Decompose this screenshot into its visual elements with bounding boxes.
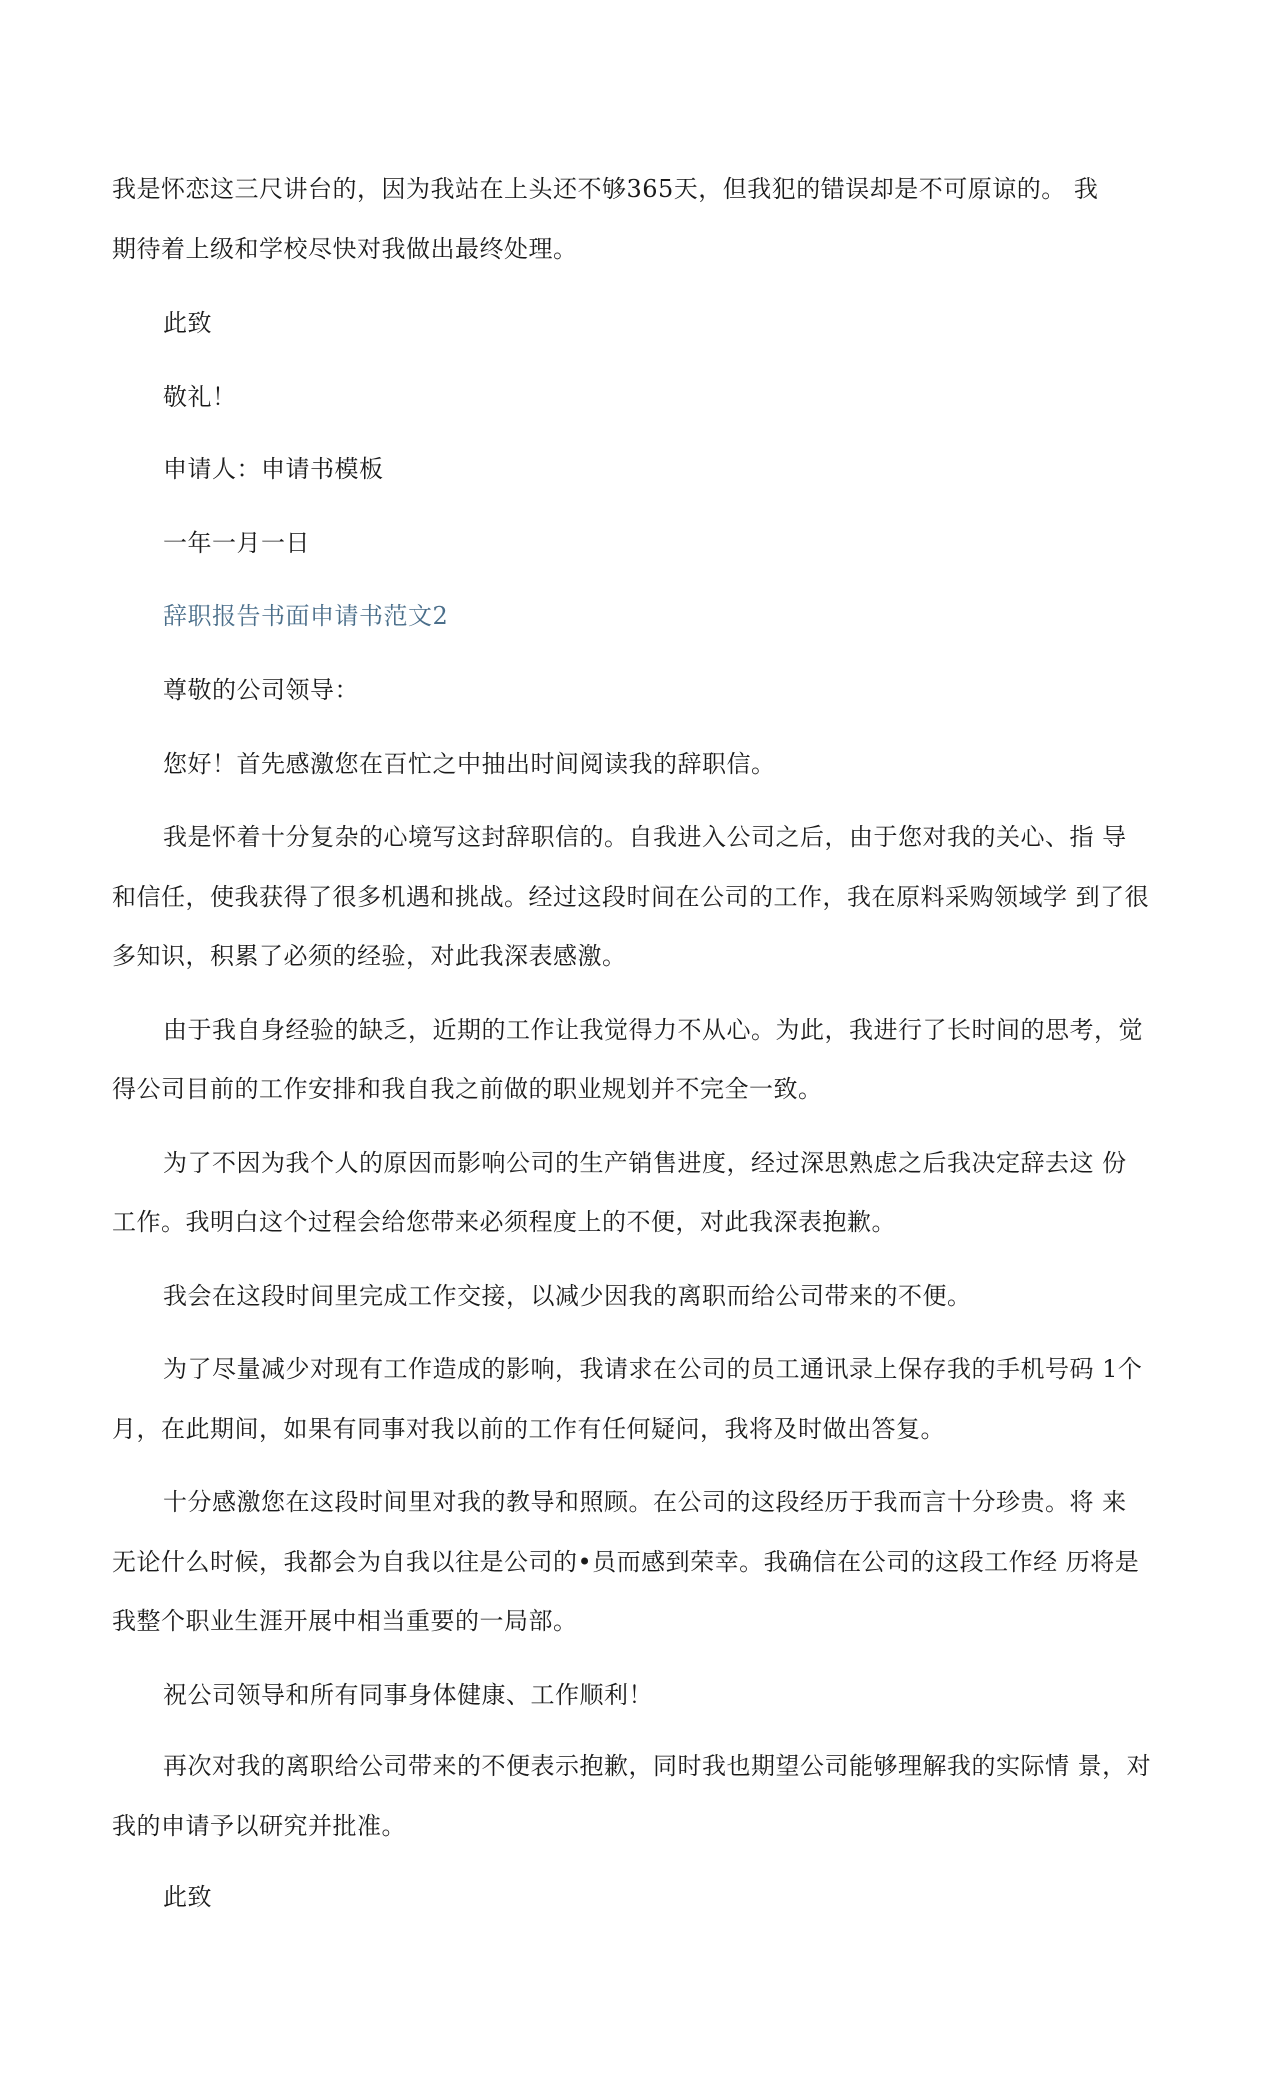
section-heading: 辞职报告书面申请书范文2 [163,602,449,630]
date-line: 一年一月一日 [163,529,310,557]
paragraph-line: 无论什么时候，我都会为自我以往是公司的•员而感到荣幸。我确信在公司的这段工作经 历将是 [112,1548,1140,1576]
paragraph-line: 期待着上级和学校尽快对我做出最终处理。 [112,235,578,263]
paragraph-line: 我会在这段时间里完成工作交接，以减少因我的离职而给公司带来的不便。 [163,1282,972,1310]
paragraph-line: 祝公司领导和所有同事身体健康、工作顺利！ [163,1681,653,1709]
applicant-line: 申请人：申请书模板 [163,455,384,483]
paragraph-line: 工作。我明白这个过程会给您带来必须程度上的不便，对此我深表抱歉。 [112,1208,896,1236]
paragraph-line: 为了不因为我个人的原因而影响公司的生产销售进度，经过深思熟虑之后我决定辞去这 份 [163,1149,1127,1177]
paragraph-line: 得公司目前的工作安排和我自我之前做的职业规划并不完全一致。 [112,1075,823,1103]
paragraph-line: 我是怀着十分复杂的心境写这封辞职信的。自我进入公司之后，由于您对我的关心、指 导 [163,823,1127,851]
paragraph-line: 我的申请予以研究并批准。 [112,1812,406,1840]
paragraph-line: 月，在此期间，如果有同事对我以前的工作有任何疑问，我将及时做出答复。 [112,1415,945,1443]
paragraph-line: 十分感激您在这段时间里对我的教导和照顾。在公司的这段经历于我而言十分珍贵。将 来 [163,1488,1127,1516]
paragraph-line: 多知识，积累了必须的经验，对此我深表感激。 [112,942,627,970]
greeting-line: 尊敬的公司领导： [163,676,359,704]
paragraph-line: 由于我自身经验的缺乏，近期的工作让我觉得力不从心。为此，我进行了长时间的思考，觉 [163,1016,1143,1044]
paragraph-line: 再次对我的离职给公司带来的不便表示抱歉，同时我也期望公司能够理解我的实际情 景，对 [163,1752,1152,1780]
closing-text: 此致 [163,309,212,337]
closing-text: 此致 [163,1883,212,1911]
paragraph-line: 我是怀恋这三尺讲台的，因为我站在上头还不够365天，但我犯的错误却是不可原谅的。 我 [112,175,1099,203]
paragraph-line: 和信任，使我获得了很多机遇和挑战。经过这段时间在公司的工作，我在原料采购领域学 到了很 [112,883,1150,911]
paragraph-line: 您好！首先感激您在百忙之中抽出时间阅读我的辞职信。 [163,750,776,778]
paragraph-line: 为了尽量减少对现有工作造成的影响，我请求在公司的员工通讯录上保存我的手机号码 1个 [163,1355,1143,1383]
salute-text: 敬礼！ [163,383,237,411]
paragraph-line: 我整个职业生涯开展中相当重要的一局部。 [112,1607,578,1635]
